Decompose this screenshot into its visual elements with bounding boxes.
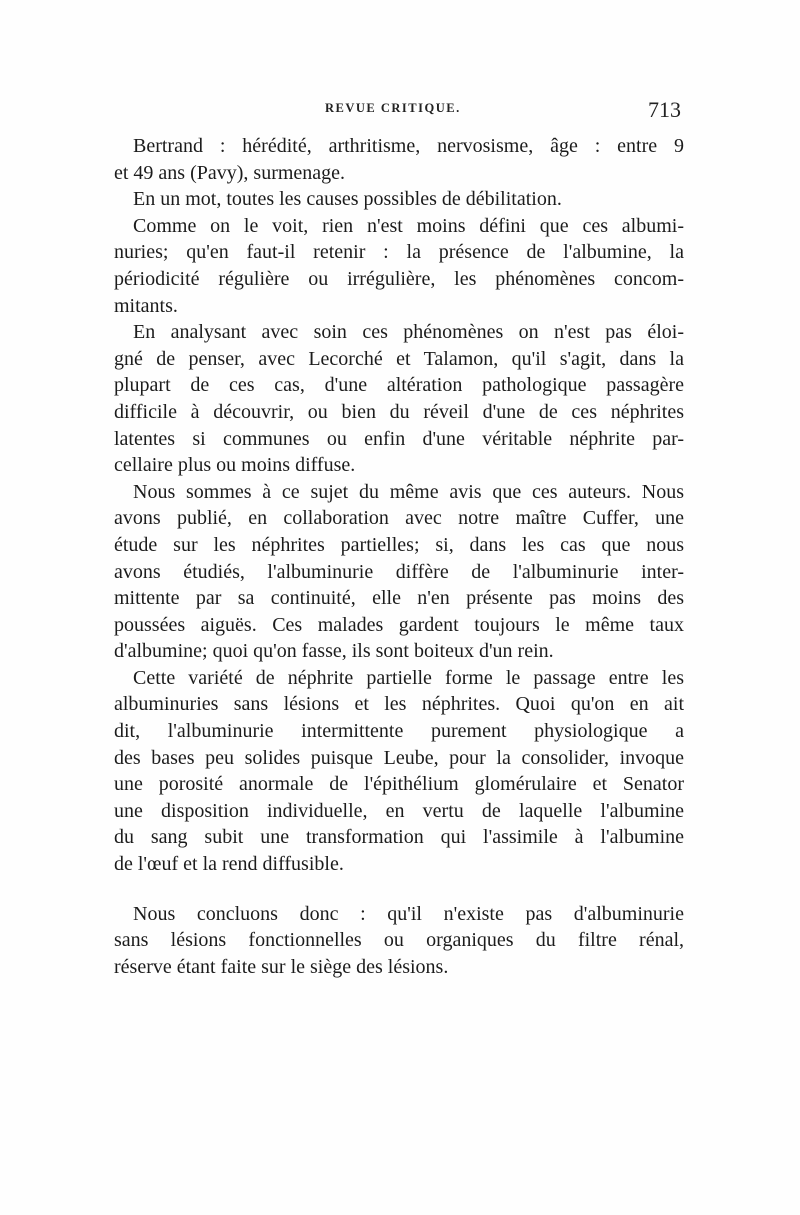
text-line: réserve étant faite sur le siège des lésions. (114, 955, 449, 978)
text-line: En analysant avec soin ces phénomènes on n'est pas éloi- (133, 321, 684, 344)
body-text (114, 133, 684, 980)
text-line: difficile à découvrir, ou bien du réveil d'une de ces néphrites (114, 400, 684, 423)
text-line: une disposition individuelle, en vertu de laquelle l'albumine (114, 799, 684, 822)
text-line: périodicité régulière ou irrégulière, les phénomènes concom- (114, 267, 684, 290)
text-line: Nous sommes à ce sujet du même avis que ces auteurs. Nous (133, 480, 684, 503)
text-line: avons publié, en collaboration avec notre maître Cuffer, une (114, 507, 684, 530)
text-line: étude sur les néphrites partielles; si, dans les cas que nous (114, 533, 684, 556)
text-line: En un mot, toutes les causes possibles de débilitation. (133, 188, 562, 211)
text-line: mittente par sa continuité, elle n'en présente pas moins des (114, 587, 684, 610)
text-line: cellaire plus ou moins diffuse. (114, 454, 356, 477)
text-line: Nous concluons donc : qu'il n'existe pas d'albuminurie (133, 902, 684, 925)
paragraph-gap (114, 878, 684, 901)
text-line: Bertrand : hérédité, arthritisme, nervosisme, âge : entre 9 (133, 135, 684, 157)
text-line: une porosité anormale de l'épithélium glomérulaire et Senator (114, 773, 684, 796)
running-title: REVUE CRITIQUE. (325, 101, 461, 115)
text-line: dit, l'albuminurie intermittente purement physiologique a (114, 720, 684, 743)
running-head (0, 97, 800, 121)
text-line: des bases peu solides puisque Leube, pour la consolider, invoque (114, 746, 684, 769)
text-line: de l'œuf et la rend diffusible. (114, 853, 344, 876)
text-line: Cette variété de néphrite partielle forme le passage entre les (133, 666, 684, 689)
text-line: poussées aiguës. Ces malades gardent toujours le même taux (114, 613, 684, 636)
text-line: gné de penser, avec Lecorché et Talamon, qu'il s'agit, dans la (114, 347, 684, 370)
text-line: nuries; qu'en faut-il retenir : la présence de l'albumine, la (114, 241, 684, 264)
text-line: mitants. (114, 294, 178, 317)
text-line: sans lésions fonctionnelles ou organiques du filtre rénal, (114, 929, 684, 952)
text-line: albuminuries sans lésions et les néphrites. Quoi qu'on en ait (114, 693, 684, 716)
text-line: du sang subit une transformation qui l'assimile à l'albumine (114, 826, 684, 849)
text-line: et 49 ans (Pavy), surmenage. (114, 161, 346, 184)
text-line: latentes si communes ou enfin d'une véritable néphrite par- (114, 427, 684, 450)
text-line: plupart de ces cas, d'une altération pathologique passagère (114, 374, 684, 397)
text-line: avons étudiés, l'albuminurie diffère de l'albuminurie inter- (114, 560, 684, 583)
page-number: 713 (648, 97, 681, 122)
text-line: d'albumine; quoi qu'on fasse, ils sont boiteux d'un rein. (114, 640, 554, 663)
text-line: Comme on le voit, rien n'est moins défini que ces albumi- (133, 214, 684, 237)
